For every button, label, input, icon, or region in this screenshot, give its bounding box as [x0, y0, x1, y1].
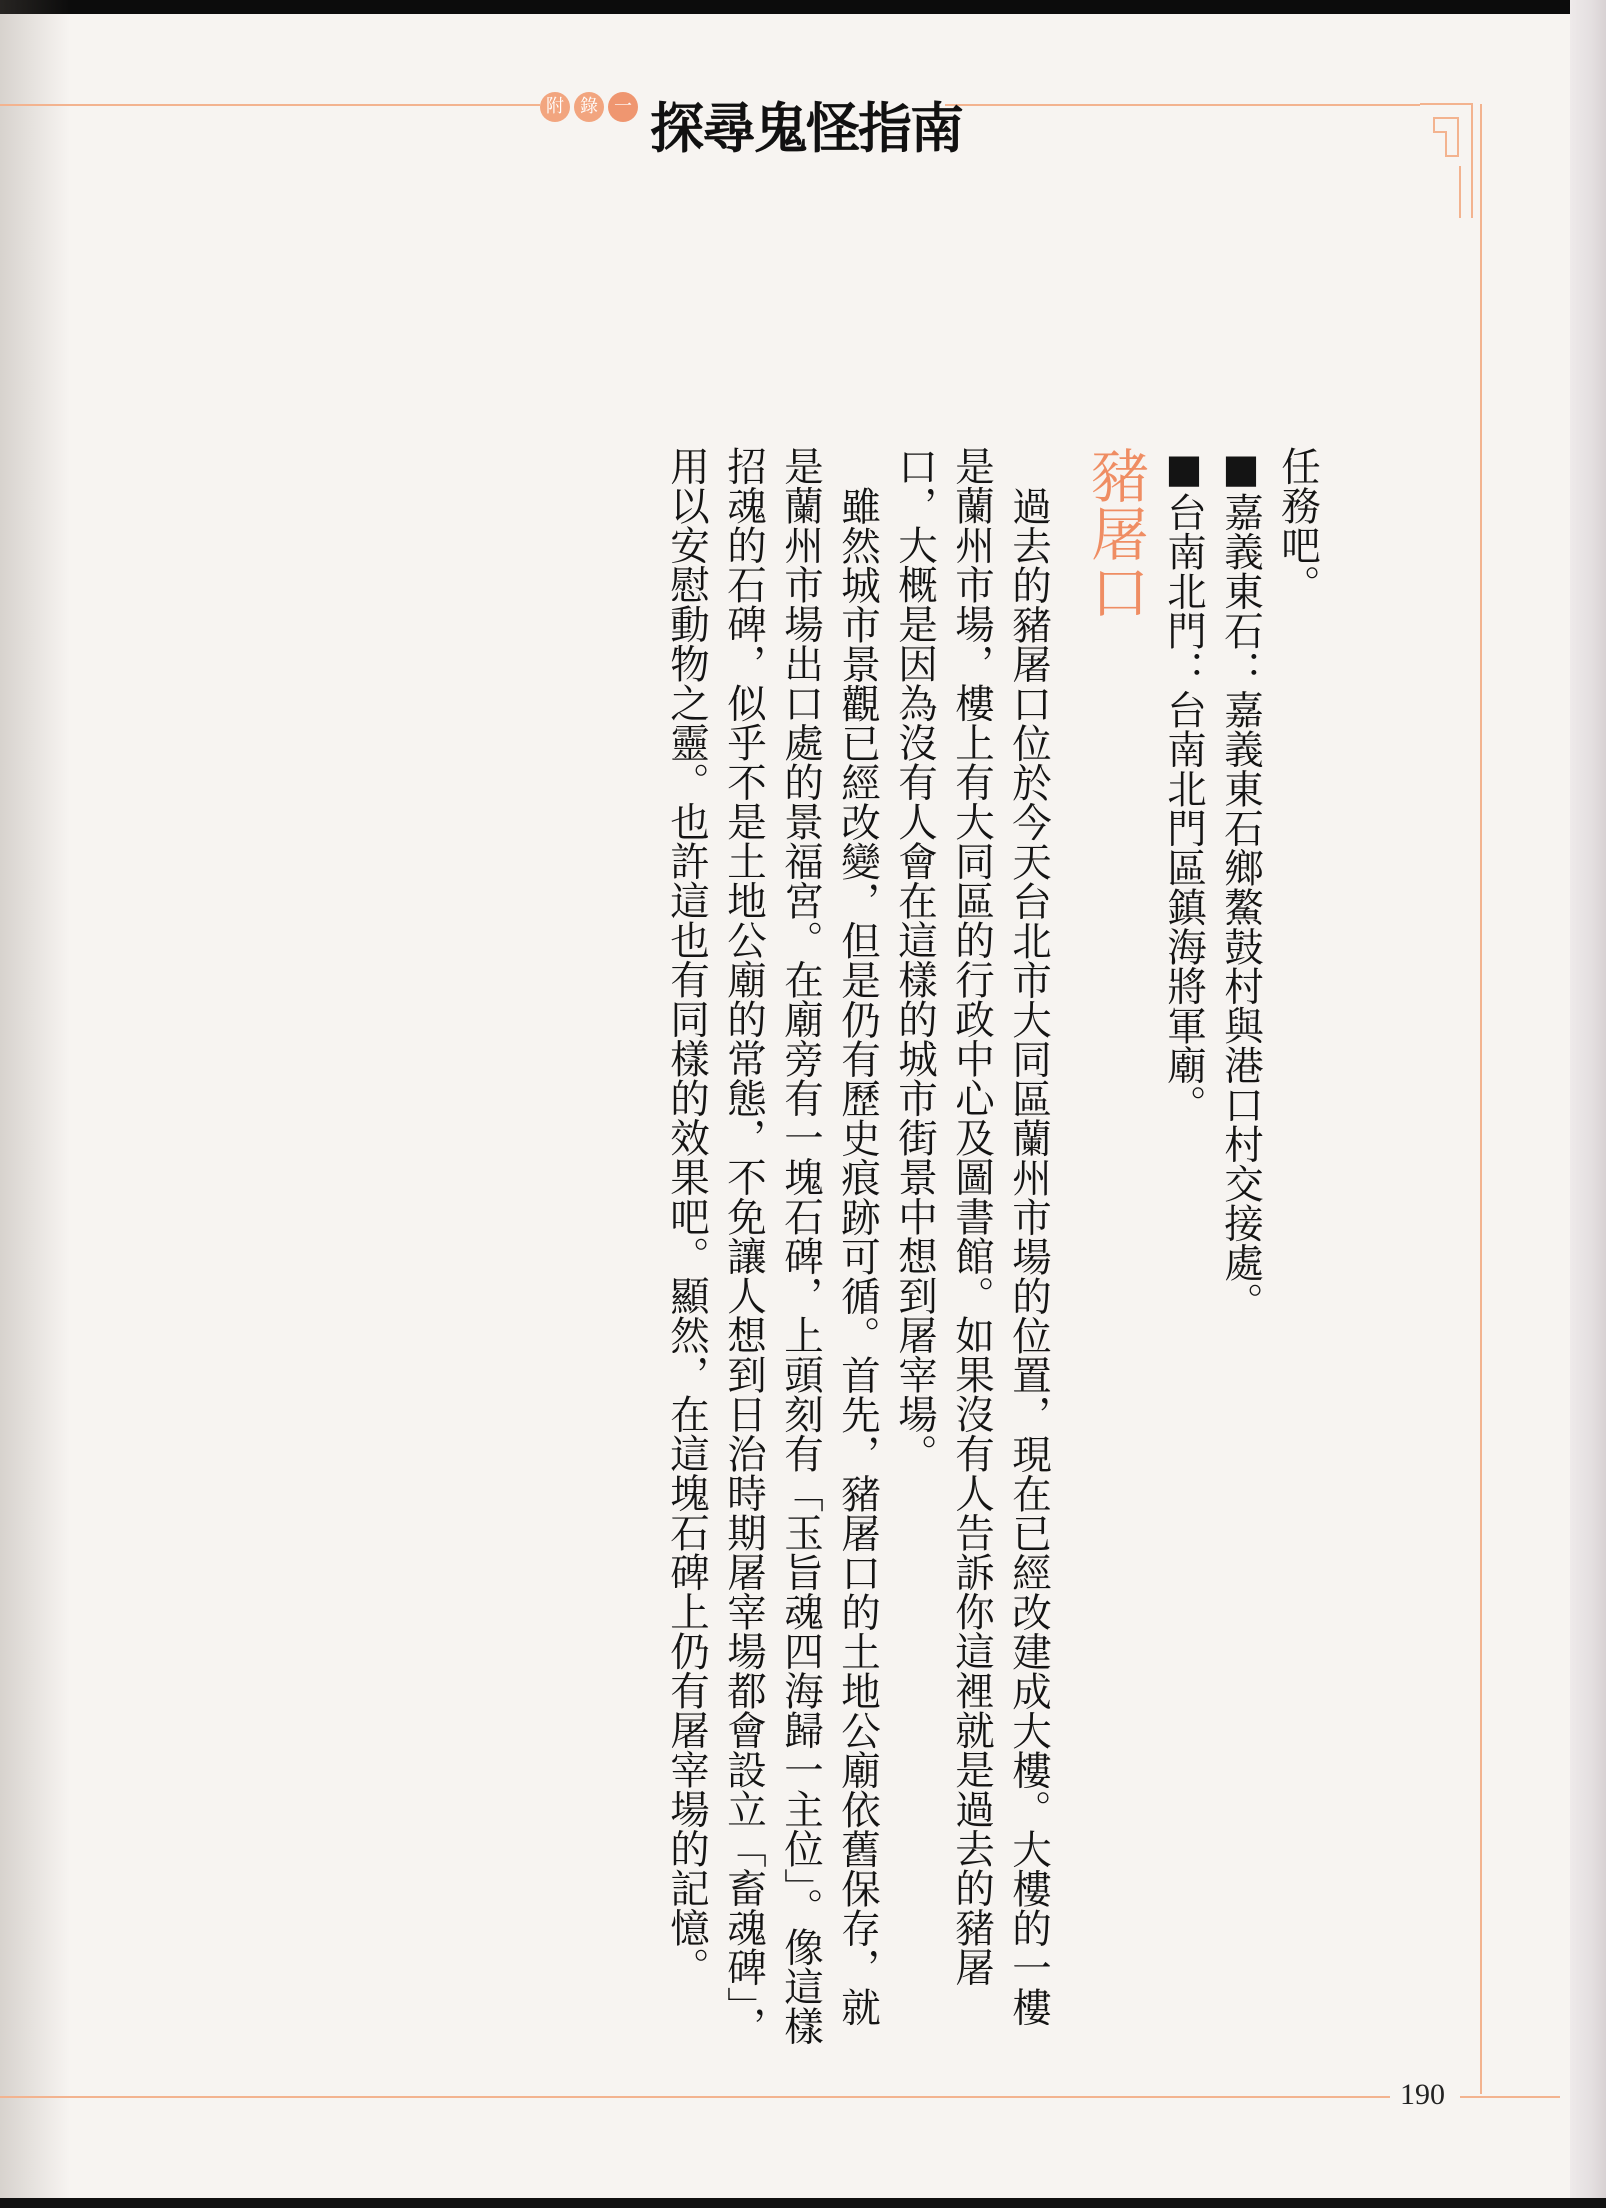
paragraph: 過去的豬屠口位於今天台北市大同區蘭州市場的位置，現在已經改建成大樓。大樓的一樓是蘭州市場，樓上有大同區的行政中心及圖書館。如果沒有人告訴你這裡就是過去的豬屠口，大概是因為沒有人會在這樣的城市街景中想到屠宰場。	[892, 446, 1052, 2026]
vertical-text-body	[646, 446, 1326, 2046]
right-margin-rule	[1480, 104, 1482, 2094]
scan-bottom-edge	[0, 2198, 1606, 2208]
scan-top-edge	[0, 0, 1606, 14]
appendix-number: 一	[608, 92, 638, 122]
paragraph: 雖然城市景觀已經改變，但是仍有歷史痕跡可循。首先，豬屠口的土地公廟依舊保存，就是蘭州市場出口處的景福宮。在廟旁有一塊石碑，上頭刻有「玉旨魂四海歸一主位」。像這樣招魂的石碑，似乎不是土地公廟的常態，不免讓人想到日治時期屠宰場都會設立「畜魂碑」，用以安慰動物之靈。也許這也有同樣的效果吧。顯然，在這塊石碑上仍有屠宰場的記憶。	[664, 446, 881, 2046]
header-rule-left	[0, 104, 540, 106]
header-corner-ornament	[1420, 96, 1480, 226]
appendix-label	[540, 92, 638, 122]
list-item: ■嘉義東石：嘉義東石鄉鰲鼓村與港口村交接處。	[1218, 446, 1264, 1322]
appendix-char: 附	[540, 92, 570, 122]
appendix-char: 錄	[574, 92, 604, 122]
footer-rule-right	[1460, 2096, 1560, 2098]
section-heading: 豬屠口	[1081, 446, 1149, 620]
binding-shadow	[0, 0, 70, 2208]
running-title: 探尋鬼怪指南	[650, 97, 962, 160]
list-item: ■台南北門：台南北門區鎮海將軍廟。	[1161, 446, 1207, 1124]
page-edge-right	[1570, 0, 1606, 2208]
continuation-line: 任務吧。	[1275, 446, 1321, 604]
header-rule-right	[945, 104, 1420, 106]
footer-rule	[0, 2096, 1390, 2098]
page-number: 190	[1400, 2078, 1445, 2111]
